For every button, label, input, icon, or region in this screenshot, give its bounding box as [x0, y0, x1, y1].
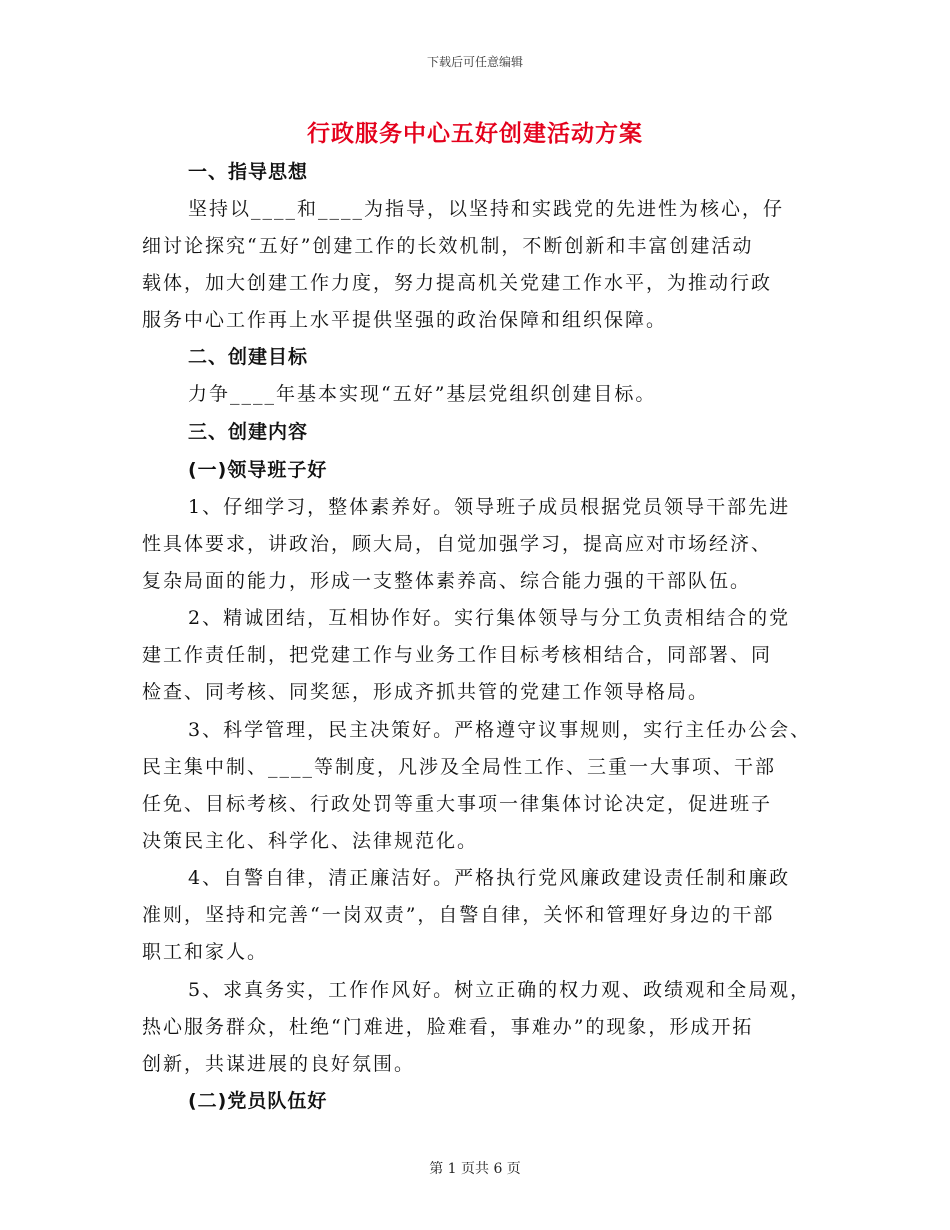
document-title: 行政服务中心五好创建活动方案	[307, 120, 643, 147]
paragraph-line: 民主集中制、____等制度，凡涉及全局性工作、三重一大事项、干部	[142, 756, 777, 778]
paragraph-line: 力争____年基本实现“五好”基层党组织创建目标。	[188, 383, 657, 405]
heading-content: 三、创建内容	[188, 421, 309, 443]
heading-goal: 二、创建目标	[188, 346, 309, 368]
paragraph-line: 坚持以____和____为指导，以坚持和实践党的先进性为核心，仔	[188, 198, 785, 220]
subheading-leadership: (一)领导班子好	[188, 459, 328, 481]
paragraph-line: 2、精诚团结，互相协作好。实行集体领导与分工负责相结合的党	[188, 607, 791, 629]
header-note: 下载后可任意编辑	[426, 55, 523, 69]
page-number: 第 1 页共 6 页	[429, 1161, 521, 1177]
paragraph-line: 任免、目标考核、行政处罚等重大事项一律集体讨论决定，促进班子	[142, 793, 773, 815]
paragraph-line: 3、科学管理，民主决策好。严格遵守议事规则，实行主任办公会、	[188, 719, 812, 741]
paragraph-line: 细讨论探究“五好”创建工作的长效机制，不断创新和丰富创建活动	[142, 235, 754, 257]
paragraph-line: 载体，加大创建工作力度，努力提高机关党建工作水平，为推动行政	[142, 272, 773, 294]
paragraph-line: 5、求真务实，工作作风好。树立正确的权力观、政绩观和全局观，	[188, 979, 812, 1001]
paragraph-line: 4、自警自律，清正廉洁好。严格执行党风廉政建设责任制和廉政	[188, 867, 791, 889]
paragraph-line: 职工和家人。	[142, 941, 269, 963]
heading-guiding-thought: 一、指导思想	[188, 161, 309, 183]
paragraph-line: 决策民主化、科学化、法律规范化。	[142, 830, 479, 852]
paragraph-line: 性具体要求，讲政治，顾大局，自觉加强学习，提高应对市场经济、	[142, 533, 773, 555]
paragraph-line: 1、仔细学习，整体素养好。领导班子成员根据党员领导干部先进	[188, 496, 791, 518]
paragraph-line: 复杂局面的能力，形成一支整体素养高、综合能力强的干部队伍。	[142, 570, 752, 592]
subheading-members: (二)党员队伍好	[188, 1090, 328, 1112]
paragraph-line: 准则，坚持和完善“一岗双责”，自警自律，关怀和管理好身边的干部	[142, 904, 775, 926]
paragraph-line: 创新，共谋进展的良好氛围。	[142, 1053, 416, 1075]
paragraph-line: 建工作责任制，把党建工作与业务工作目标考核相结合，同部署、同	[142, 644, 773, 666]
paragraph-line: 服务中心工作再上水平提供坚强的政治保障和组织保障。	[142, 309, 668, 331]
paragraph-line: 热心服务群众，杜绝“门难进，脸难看，事难办”的现象，形成开拓	[142, 1016, 754, 1038]
paragraph-line: 检查、同考核、同奖惩，形成齐抓共管的党建工作领导格局。	[142, 681, 710, 703]
